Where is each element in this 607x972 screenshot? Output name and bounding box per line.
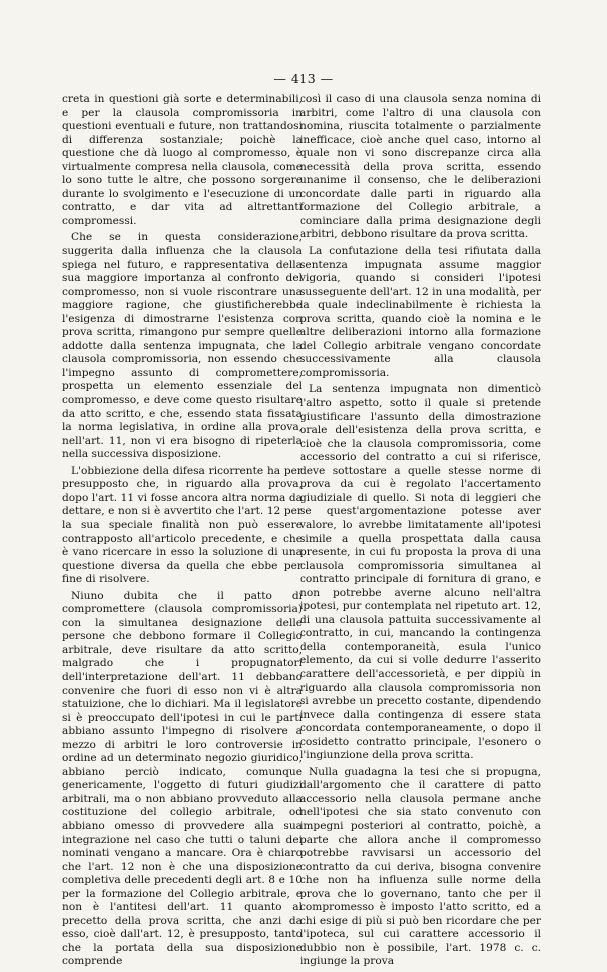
right-column — [300, 93, 541, 972]
paragraph: creta in questioni già sorte e determinabili, e per la clausola compromissoria in questioni eventuali e future, non trattandosi di differenza sostanziale; poichè la questione che dà luogo al compromesso, è virtualmente compresa nella clausola, come lo sono tutte le altre, che possono sorgere durante lo svolgimento e l'esecuzione di un contratto, e dar vita ad altrettanti compromessi. — [62, 93, 302, 227]
paragraph: Nulla guadagna la tesi che si propugna, dall'argomento che il carattere di patto accessorio nella clausola permane anche nell'ipotesi che sia stato convenuto con impegni posteriori al contratto, poichè, a parte che allora anche il compromesso potrebbe ravvisarsi un accessorio del contratto da cui deriva, bisogna convenire che non ha influenza sulle norme della prova che lo governano, tanto che per il compromesso è imposto l'atto scritto, ed a chi esige di più si può ben ricordare che per l'ipoteca, sul cui carattere accessorio il dubbio non è possibile, l'art. 1978 c. c. ingiunge la prova — [300, 765, 541, 968]
paragraph: Che se in questa considerazione, suggerita dalla influenza che la clausola spiega nel futuro, e rappresentativa della sua maggiore importanza al confronto del compromesso, non si vuole riscontrare una maggiore ragione, che giustificherebbe l'esigenza di dimostrarne l'esistenza con prova scritta, rimangono pur sempre quelle addotte dalla sentenza impugnata, che la clausola compromissoria, non essendo che l'impegno assunto di compromettere, prospetta un elemento essenziale del compromesso, e deve come questo risultare da atto scritto, e che, essendo stata fissata la norma legislativa, in ordine alla prova, nell'art. 11, non vi era bisogno di ripeterla nella successiva disposizione. — [62, 231, 302, 461]
paragraph: Niuno dubita che il patto di compromettere (clausola compromissoria) con la simultanea designazione delle persone che debbono formare il Collegio arbitrale, deve risultare da atto scritto, malgrado che i propugnatori dell'interpretazione dell'art. 11 debbano convenire che fuori di esso non vi è altra statuizione, che lo dichiari. Ma il legislatore si è preoccupato dell'ipotesi in cui le parti abbiano assunto l'impegno di risolvere a mezzo di arbitri le loro controversie in ordine ad un determinato negozio giuridico, abbiano perciò indicato, comunque genericamente, l'oggetto di futuri giudizi arbitrali, ma o non abbiano provveduto alla costituzione del collegio arbitrale, od abbiano omesso di provvedere alla sua integrazione nel caso che tutti o taluni dei nominati vengano a mancare. Ora è chiaro che l'art. 12 non è che una disposizione completiva delle precedenti degli art. 8 e 10 per la formazione del Collegio arbitrale, e non è l'antitesi dell'art. 11 quanto al precetto della prova scritta, che anzi da esso, cioè dall'art. 12, è presupposto, tanto che la portata della sua disposizione comprende — [62, 589, 302, 968]
paragraph: La sentenza impugnata non dimenticò l'altro aspetto, sotto il quale si pretende giustificare l'assunto della dimostrazione orale dell'esistenza della prova scritta, e cioè che la clausola compromissoria, come accessorio del contratto a cui si riferisce, deve sottostare a quelle stesse norme di prova da cui è regolato l'accertamento giudiziale di quello. Si nota di leggieri che se quest'argomentazione potesse aver valore, lo avrebbe limitatamente all'ipotesi simile a quella prospettata dalla causa presente, in cui fu proposta la prova di una clausola compromissoria simultanea al contratto principale di fornitura di grano, e non potrebbe averne alcuno nell'altra ipotesi, pur contemplata nel ripetuto art. 12, di una clausola pattuita successivamente al contratto, in cui, mancando la contingenza della contemporaneità, esula l'unico elemento, da cui si volle dedurre l'asserito carattere dell'accessorietà, e per dippiù in riguardo alla clausola compromissoria non si avrebbe un precetto costante, dipendendo invece dalla contingenza di essere stata concordata contemporaneamente, o dopo il cosidetto contratto principale, l'esonero o l'ingiunzione della prova scritta. — [300, 383, 541, 762]
paragraph: così il caso di una clausola senza nomina di arbitri, come l'altro di una clausola con nomina, riuscita totalmente o parzialmente inefficace, cioè anche quel caso, intorno al quale non vi sono discrepanze circa alla necessità della prova scritta, essendo unanime il consenso, che le deliberazioni concordate dalle parti in riguardo alla formazione del Collegio arbitrale, a cominciare dalla prima designazione degli arbitri, debbono risultare da prova scritta. — [300, 93, 541, 241]
paragraph: L'obbiezione della difesa ricorrente ha per presupposto che, in riguardo alla prova, dopo l'art. 11 vi fosse ancora altra norma da dettare, e non si è avvertito che l'art. 12 per la sua speciale finalità non può essere contrapposto all'articolo precedente, e che è vano ricercare in esso la soluzione di una questione diversa da quella che ebbe per fine di risolvere. — [62, 464, 302, 586]
left-column — [62, 93, 302, 972]
page-number: — 413 — — [273, 71, 334, 86]
paragraph: La confutazione della tesi rifiutata dalla sentenza impugnata assume maggior vigoria, quando si consideri l'ipotesi susseguente dell'art. 12 in una modalità, per la quale indeclinabilmente è richiesta la prova scritta, quando cioè la nomina e le altre deliberazioni intorno alla formazione del Collegio arbitrale vengano concordate successivamente alla clausola compromissoria. — [300, 245, 541, 379]
